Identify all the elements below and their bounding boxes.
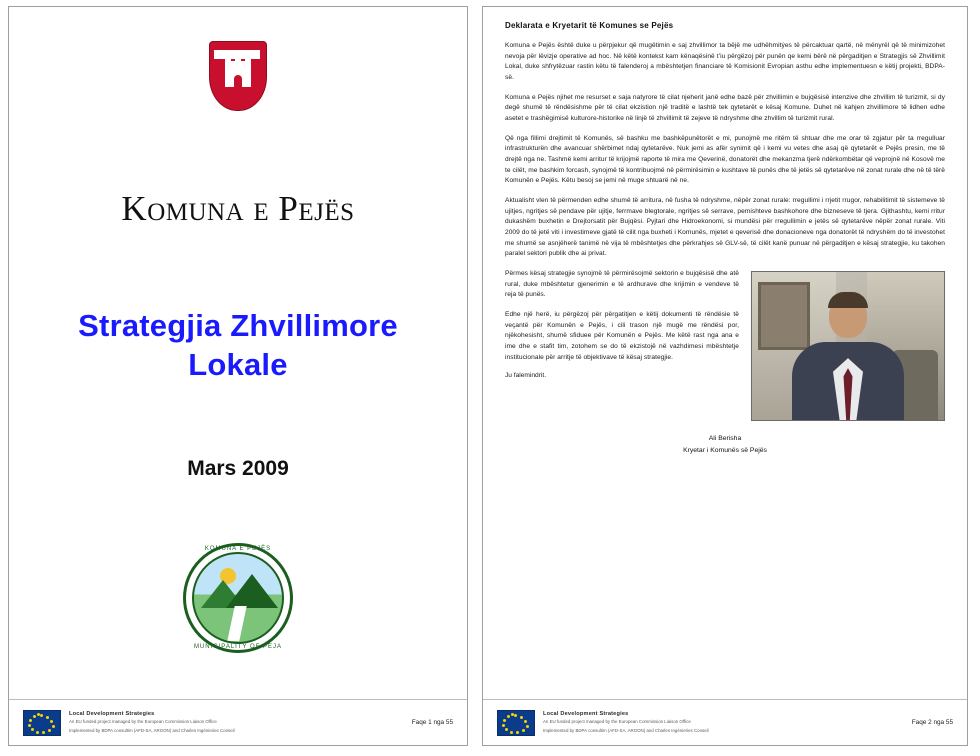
seal-text-bottom: MUNICIPALITY OF PEJA [193, 643, 283, 650]
page-statement [482, 6, 968, 746]
eu-flag-icon [497, 710, 535, 736]
statement-paragraph: Përmes kësaj strategjie synojmë të përmirësojmë sektorin e bujqësisë dhe atë rural, duke mbështetur gjenerimin e të ardhurave dhe krijimin e vendeve të reja të punës. [505, 270, 739, 299]
statement-thanks: Ju falemindrit. [505, 372, 547, 380]
cover-subtitle [78, 307, 398, 385]
signature-role: Kryetar i Komunës së Pejës [683, 447, 767, 455]
footer-right [483, 699, 967, 745]
footer-subline-1: An EU funded project managed by the European Commission Liaison Office [69, 718, 217, 724]
cover-content [9, 7, 467, 745]
footer-subline-2: Implemented by BDPA consultim (AFD-SA, ARGON) and Charles Ingénieries Conseil [543, 727, 709, 733]
municipal-seal-icon [183, 543, 293, 653]
page-number-right: Faqe 2 nga 55 [911, 719, 953, 726]
statement-content [483, 7, 967, 745]
footer-text-left [69, 711, 404, 734]
footer-title: Local Development Strategies [69, 710, 155, 717]
mayor-portrait-photo [751, 271, 945, 421]
page-number-left: Faqe 1 nga 55 [411, 719, 453, 726]
statement-paragraph: Edhe një herë, iu përgëzoj për përgatitjen e këtij dokumenti të rëndësie të veçantë për Komunën e Pejës, i cili trason një mugë me rëndësi por, njëkohesisht, shumë sfiduee për Komunën e Pejës. Me këtë rast nga ana e ime dhe e stafit tim, zotohem se do të ekzistojë në vazhdimesi mbështetje institucionale për arritje të objektivave të kësaj strategjie. [505, 311, 739, 361]
statement-heading: Deklarata e Kryetarit të Komunes se Pejës [505, 21, 674, 30]
footer-left [9, 699, 467, 745]
footer-title: Local Development Strategies [543, 710, 629, 717]
statement-paragraph: Komuna e Pejës është duke u përpjekur që mugëtimin e saj zhvillimor ta bëjë me udhëhmitýes të përcaktuar qartë, në mënyrël që të minimizohet nevoja për lëvizje operative ad hoc. Në këtë kontekst kam kënaqësinë t'iu përgëzoj për punën qe kemi bërë në përgaditjen e Strategjis së Zhvillimit Lokal, duke shfrytëzuar rastin këtu të falenderoj a mbështetjen financiare të Komisionit Evropian asthu edhe implementuesn e këtij projekti, BDPA-së. [505, 42, 945, 82]
seal-text-top: KOMUNA E PEJËS [204, 545, 272, 552]
signature-name: Ali Berisha [708, 435, 742, 443]
footer-text-right [543, 711, 904, 734]
cover-subtitle-line1: Strategjia Zhvillimore [78, 308, 398, 343]
footer-subline-2: Implemented by BDPA consultim (AFD-SA, ARGON) and Charles Ingénieries Conseil [69, 727, 235, 733]
statement-paragraph: Komuna e Pejës njihet me resurset e saja natyrore të cilat njeherit janë edhe bazë për zhvillimin e bujqësisë intenzive dhe zhvillim të turizmit, si dy degë shumë të rëndësishme për të cilat ekzistion një traditë e lashtë tek qytetarët e kësaj Komune. Duhet në kahjen zhvillimore të lidhen edhe asetet e trashëgimisë kulturore-historike në linjë të zhvillimit të zejeve të ndryshme dhe zhvillim të turizmit rural. [505, 93, 945, 123]
cover-subtitle-line2: Lokale [188, 346, 288, 382]
coat-of-arms-icon [209, 41, 267, 117]
statement-paragraph: Aktualisht vlen të përmenden edhe shumë të arritura, në fusha të ndryshme, nëpër zonat rurale: rregullimi i rrjetit rrugor, rehabilitimit të sistemeve të ujitjes, ngritjes së pendave për ujitje, ferrmave blegtorale, ngritjes së serrave, pemishteve bashkohore dhe bizneseve të tjera. Gjithashtu, kemi rritur dukashëm buxhetin e Drejtorsatit për Bujqësi. Pyjtari dhe Hidroekonomi, si mundësi për rregullimin e jetës së qytetarëve nëpër zonat rurale. Viti 2009 do të jetë viti i investimeve gjatë të cilit nga buxheti i Komunës, mjetet e qeverisë dhe donacioneve nga donatorët të ndryshëm do të investohet me shumë se asnjëherë tanimë në vija të mbështetjes dhe përkrahjes së GLV-së, të cilët kanë punuar në përgaditjen e kësaj strategjie, ku takohen paralel sektori publik dhe ai privat. [505, 197, 945, 258]
statement-paragraph: Që nga fillimi drejtimit të Komunës, së bashku me bashkëpunëtorët e mi, punojmë me ritëm të shtuar dhe me orar të zgjatur për ta rregulluar infrastrukturën dhe avancuar shërbimet ndaj qytetarëve. Nuk jemi as afër synimit që i kemi vu vetes dhe asaj që qytetarët e Pejës presin, me të drejtë nga ne. Tashmë kemi arritur të krijojmë raporte të mira me Qeverinë, donatorët dhe mekanzma tjerë ndërkombëtar që veprojnë në Kosovë me te cilët, me bashkim forcash, synojmë të kontribuojmë në përmirësimin e kushtave të punës dhe të jetës së qytetarëve në zonat rurale dhe në të tërë Komunën e Pejës. Këtu besoj se jemi në muge shtuarë në ne. [505, 134, 945, 185]
page-cover [8, 6, 468, 746]
cover-date: Mars 2009 [187, 456, 289, 480]
cover-title: Komuna e Pejës [121, 189, 355, 228]
footer-subline-1: An EU funded project managed by the European Commission Liaison Office [543, 718, 691, 724]
statement-photo-block [505, 269, 945, 427]
eu-flag-icon [23, 710, 61, 736]
